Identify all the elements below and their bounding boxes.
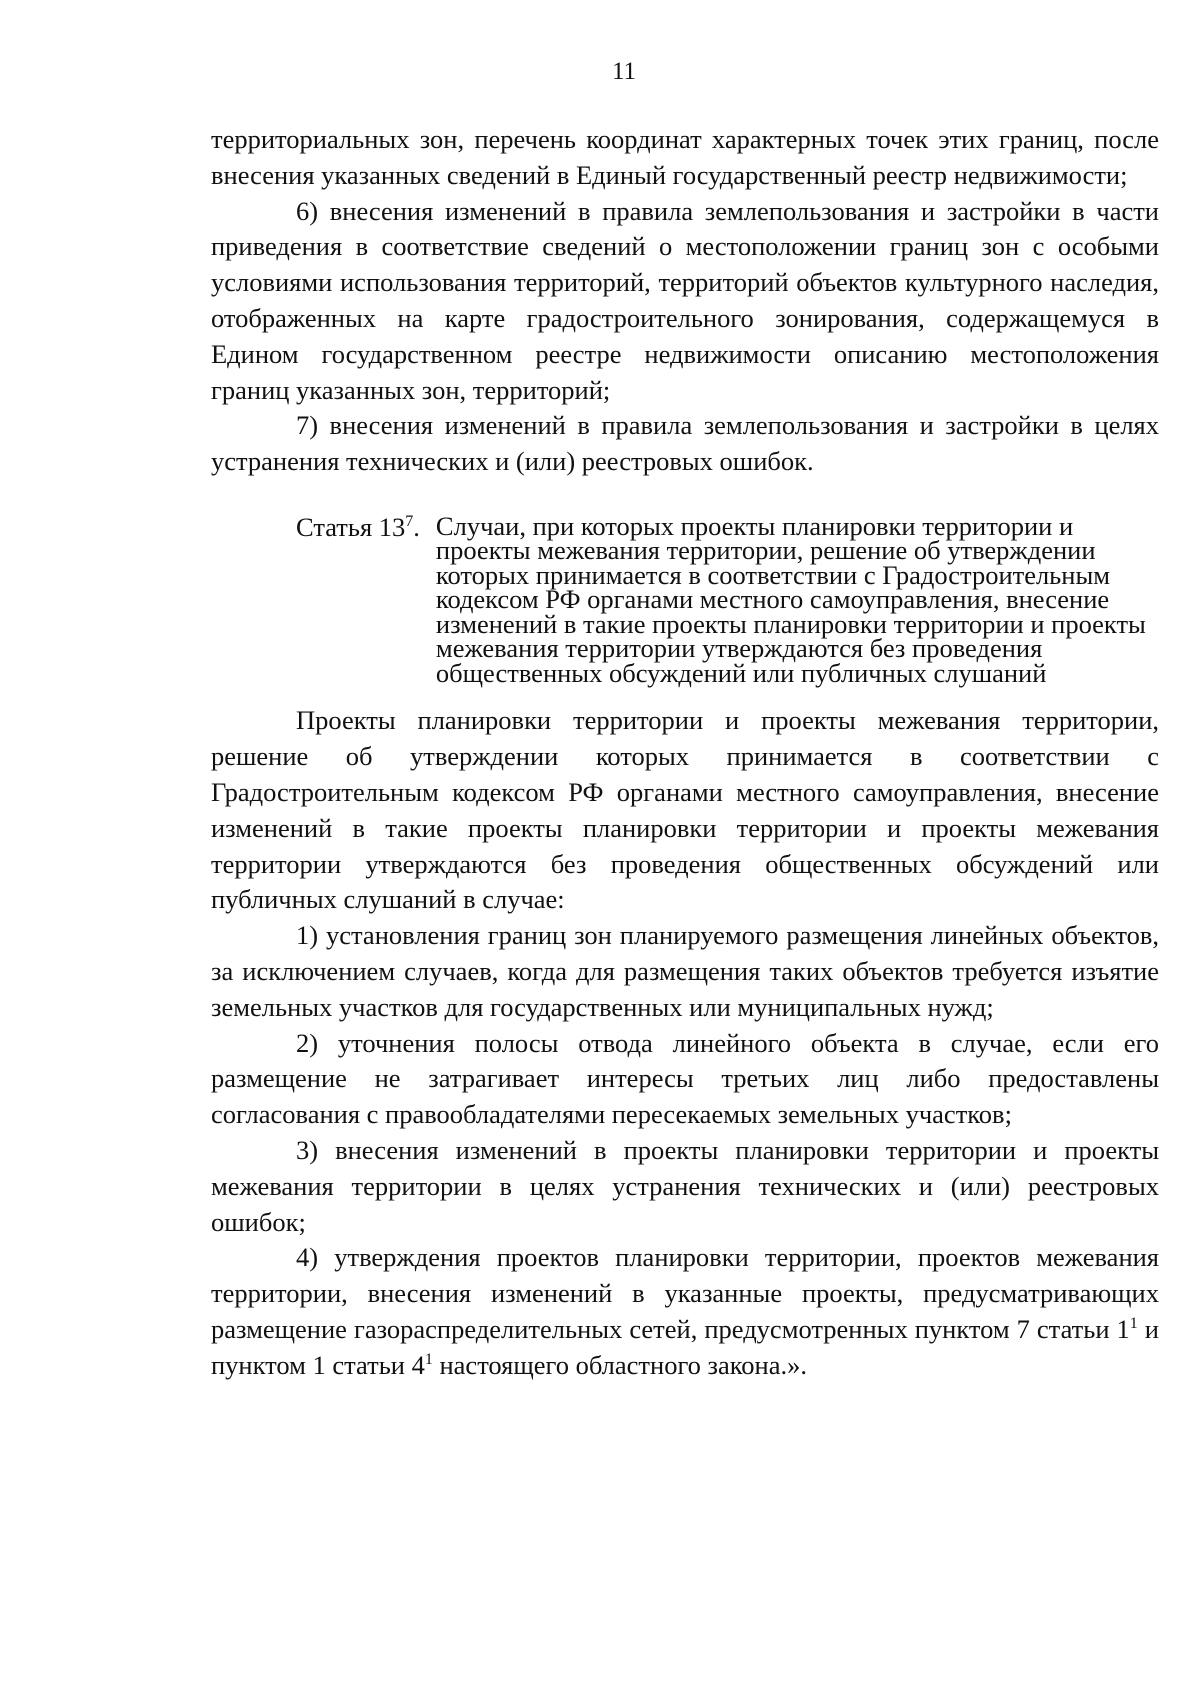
article-spacer: [211, 685, 1159, 703]
list-item-3: 3) внесения изменений в проекты планировки территории и проекты межевания территории в целях устранения технических и (или) реестровых ошибок;: [211, 1135, 1159, 1237]
article-label: [296, 511, 420, 686]
list-item-1: 1) установления границ зон планируемого размещения линейных объектов, за исключением случаев, когда для размещения таких объектов требуется изъятие земельных участков для государственных или муниципальных нужд;: [211, 920, 1159, 1022]
list-item-6: 6) внесения изменений в правила землепользования и застройки в части приведения в соответствие сведений о местоположении границ зон с особыми условиями использования территорий, территорий объектов культурного наследия, отображенных на карте градостроительного зонирования, содержащемуся в Едином государственном реестре недвижимости описанию местоположения границ указанных зон, территорий;: [211, 195, 1159, 405]
list-item-4-text-3: настоящего областного закона.».: [432, 1349, 807, 1380]
superscript-1: 1: [1129, 1315, 1138, 1333]
list-item-4-text-1: 4) утверждения проектов планировки территории, проектов межевания территории, внесения изменений в указанные проекты, предусматривающих размещение газораспределительных сетей, предусмотренных пунктом 7 статьи 1: [211, 1242, 1159, 1345]
article-title: Случаи, при которых проекты планировки территории и проекты межевания территории, решение об утверждении которых принимается в соответствии с Градостроительным кодексом РФ органами местного самоуправления, внесение изменений в такие проекты планировки территории и проекты межевания территории утверждаются без проведения общественных обсуждений или публичных слушаний: [435, 510, 1146, 688]
article-label-prefix: Статья 13: [296, 511, 406, 542]
page-number: 11: [611, 58, 637, 85]
paragraph-continuation: территориальных зон, перечень координат характерных точек этих границ, после внесения указанных сведений в Единый государственный реестр недвижимости;: [211, 124, 1159, 190]
superscript-2: 1: [424, 1350, 433, 1368]
article-label-suffix: .: [413, 511, 420, 542]
document-body: [211, 122, 1159, 1384]
list-item-4: [211, 1240, 1159, 1383]
article-label-superscript: 7: [405, 513, 414, 531]
list-item-4-text-2: и пунктом 1 статьи 4: [211, 1314, 1159, 1380]
list-item-7: 7) внесения изменений в правила землепользования и застройки в целях устранения технических и (или) реестровых ошибок.: [211, 410, 1159, 477]
list-item-2: 2) уточнения полосы отвода линейного объекта в случае, если его размещение не затрагивает интересы третьих лиц либо предоставлены согласования с правообладателями пересекаемых земельных участков;: [211, 1027, 1159, 1130]
article-heading: [211, 510, 1159, 688]
article-intro-paragraph: Проекты планировки территории и проекты межевания территории, решение об утверждении которых принимается в соответствии с Градостроительным кодексом РФ органами местного самоуправления, внесение изменений в такие проекты планировки территории и проекты межевания территории утверждаются без проведения общественных обсуждений или публичных слушаний в случае:: [211, 705, 1159, 915]
